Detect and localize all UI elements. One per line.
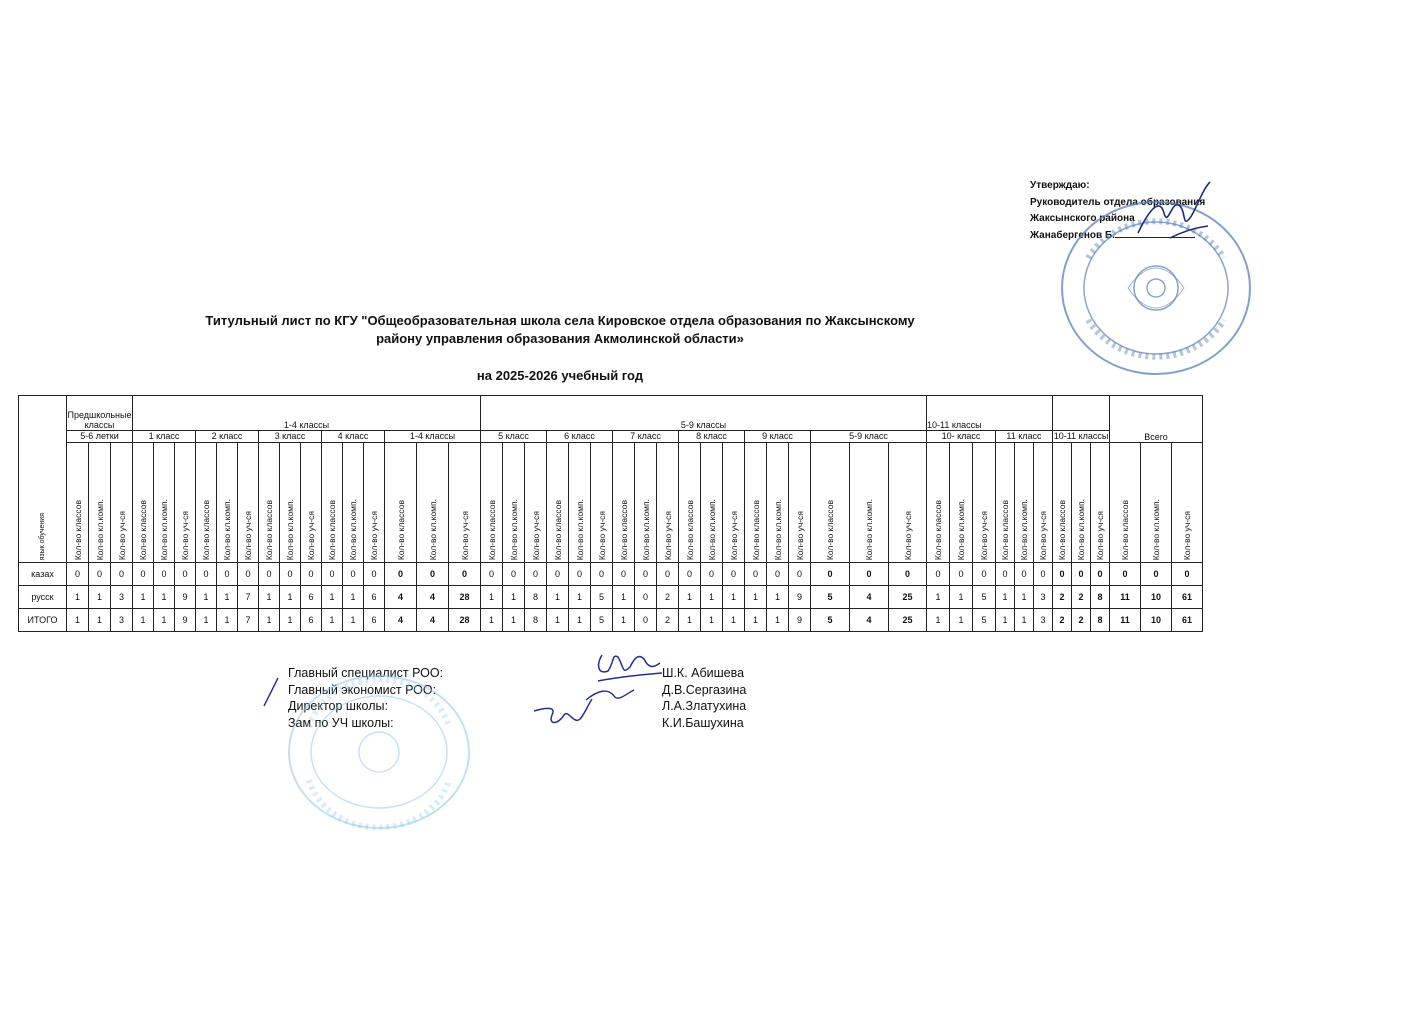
column-label-comp xyxy=(89,442,111,562)
column-label-comp xyxy=(767,442,789,562)
table-cell: 1 xyxy=(154,609,175,632)
column-label-comp xyxy=(569,442,591,562)
column-label-comp xyxy=(217,442,238,562)
name-sergazina: Д.В.Сергазина xyxy=(662,682,747,697)
table-cell: 4 xyxy=(850,586,889,609)
table-cell: 0 xyxy=(1034,563,1053,586)
column-label-text: Кол-во кл.комп. xyxy=(1151,498,1161,560)
column-label-text: Кол-во уч-ся xyxy=(530,510,541,560)
column-label-classes xyxy=(1110,442,1141,562)
sub-header-grade-3: 3 класс xyxy=(259,431,322,442)
position-chief-economist: Главный экономист РОО: xyxy=(288,682,437,697)
table-cell: 0 xyxy=(1091,563,1110,586)
column-label-classes xyxy=(927,442,950,562)
sub-header-grade-10: 10- класс xyxy=(927,431,996,442)
table-cell: 1 xyxy=(481,609,503,632)
column-label-text: Кол-во кл.комп. xyxy=(956,498,966,560)
table-cell: 2 xyxy=(657,609,679,632)
column-label-comp xyxy=(280,442,301,562)
table-cell: 1 xyxy=(569,586,591,609)
table-cell: 1 xyxy=(259,586,280,609)
table-cell: 6 xyxy=(301,586,322,609)
column-label-text: Кол-во кл.комп. xyxy=(1019,498,1029,560)
column-label-students xyxy=(238,442,259,562)
column-label-students xyxy=(1172,442,1203,562)
table-cell: 1 xyxy=(67,609,89,632)
column-label-text: Кол-во уч-ся xyxy=(979,510,989,560)
class-statistics-table xyxy=(18,395,1203,632)
name-bashukhina: К.И.Башухина xyxy=(662,715,744,730)
column-label-text: Кол-во уч-ся xyxy=(1038,510,1048,560)
table-cell: 1 xyxy=(569,609,591,632)
table-cell: 0 xyxy=(111,563,133,586)
column-label-comp xyxy=(635,442,657,562)
column-label-students xyxy=(175,442,196,562)
grades-1-4-group-header: 1-4 классы xyxy=(133,396,481,431)
table-cell: 1 xyxy=(996,609,1015,632)
sub-header-grade-2: 2 класс xyxy=(196,431,259,442)
total-group-header: Всего xyxy=(1110,396,1203,443)
table-cell: 1 xyxy=(996,586,1015,609)
column-label-text: Кол-во кл.комп. xyxy=(706,498,717,560)
table-cell: 0 xyxy=(889,563,927,586)
sub-header-grade-9: 9 класс xyxy=(745,431,811,442)
column-label-students xyxy=(657,442,679,562)
table-cell: 8 xyxy=(1091,609,1110,632)
column-label-students xyxy=(1091,442,1110,562)
sub-header-grade-1: 1 класс xyxy=(133,431,196,442)
column-label-comp xyxy=(1141,442,1172,562)
column-label-text: Кол-во уч-ся xyxy=(243,510,253,560)
grades-10-11-group-header: 10-11 классы xyxy=(927,396,1053,431)
sub-header-grade-5: 5 класс xyxy=(481,431,547,442)
table-cell: 0 xyxy=(1172,563,1203,586)
approval-line-1: Утверждаю: xyxy=(1030,180,1090,191)
table-cell: 0 xyxy=(850,563,889,586)
table-cell: 0 xyxy=(973,563,996,586)
signature-deputy-director xyxy=(528,695,598,740)
table-cell: 1 xyxy=(322,586,343,609)
approval-line-3: Жаксынского района xyxy=(1030,213,1135,224)
table-cell: 1 xyxy=(767,609,789,632)
table-cell: 1 xyxy=(767,586,789,609)
table-cell: 1 xyxy=(950,609,973,632)
table-cell: 1 xyxy=(154,586,175,609)
column-label-text: Кол-во классов xyxy=(1120,499,1130,560)
table-cell: 0 xyxy=(635,563,657,586)
row-language-label: казах xyxy=(19,563,67,586)
table-cell: 0 xyxy=(635,609,657,632)
column-label-classes xyxy=(481,442,503,562)
table-cell: 1 xyxy=(613,586,635,609)
table-cell: 11 xyxy=(1110,609,1141,632)
column-label-text: Кол-во классов xyxy=(933,499,943,560)
column-label-students xyxy=(111,442,133,562)
column-label-text: Кол-во уч-ся xyxy=(369,510,379,560)
table-cell: 1 xyxy=(745,609,767,632)
row-language-label: ИТОГО xyxy=(19,609,67,632)
column-label-text: Кол-во уч-ся xyxy=(459,510,470,560)
table-cell: 2 xyxy=(1053,609,1072,632)
table-cell: 0 xyxy=(789,563,811,586)
sub-header-grades-10-11: 10-11 классы xyxy=(1053,431,1109,442)
title-line-2: району управления образования Акмолинской области» xyxy=(376,331,744,346)
table-cell: 0 xyxy=(1110,563,1141,586)
table-cell: 4 xyxy=(385,609,417,632)
column-label-comp xyxy=(417,442,449,562)
approver-signature xyxy=(1130,178,1220,253)
table-cell: 6 xyxy=(364,586,385,609)
table-cell: 1 xyxy=(1015,609,1034,632)
title-line-1: Титульный лист по КГУ "Общеобразовательная школа села Кировское отдела образования по Жаксынскому xyxy=(205,313,915,328)
column-label-text: Кол-во кл.комп. xyxy=(508,498,519,560)
column-label-comp xyxy=(850,442,889,562)
sub-header-grade-6: 6 класс xyxy=(547,431,613,442)
table-cell: 0 xyxy=(259,563,280,586)
table-cell: 1 xyxy=(89,586,111,609)
table-cell: 0 xyxy=(1053,563,1072,586)
column-label-comp xyxy=(1015,442,1034,562)
table-cell: 1 xyxy=(217,586,238,609)
table-cell: 0 xyxy=(569,563,591,586)
column-label-text: Кол-во уч-ся xyxy=(596,510,607,560)
table-cell: 10 xyxy=(1141,609,1172,632)
table-cell: 0 xyxy=(503,563,525,586)
table-cell: 9 xyxy=(175,586,196,609)
table-cell: 0 xyxy=(657,563,679,586)
table-cell: 1 xyxy=(259,609,280,632)
column-label-students xyxy=(789,442,811,562)
table-cell: 9 xyxy=(175,609,196,632)
sub-header-grades-1-4: 1-4 классы xyxy=(385,431,481,442)
column-label-text: Кол-во классов xyxy=(395,499,406,560)
table-cell: 6 xyxy=(301,609,322,632)
table-cell: 5 xyxy=(973,586,996,609)
column-label-text: Кол-во уч-ся xyxy=(902,510,913,560)
table-row xyxy=(19,586,1203,609)
academic-year: на 2025-2026 учебный год xyxy=(476,368,644,383)
column-label-classes xyxy=(679,442,701,562)
table-cell: 9 xyxy=(789,609,811,632)
preschool-group-header: Предшкольные классы xyxy=(67,396,133,431)
table-cell: 0 xyxy=(1015,563,1034,586)
position-school-director: Директор школы: xyxy=(288,699,388,714)
table-cell: 11 xyxy=(1110,586,1141,609)
table-cell: 0 xyxy=(950,563,973,586)
column-label-text: Кол-во классов xyxy=(552,499,563,560)
sub-header-grade-7: 7 класс xyxy=(613,431,679,442)
table-cell: 3 xyxy=(1034,609,1053,632)
table-cell: 1 xyxy=(133,609,154,632)
sub-header-grade-11: 11 класс xyxy=(996,431,1053,442)
column-label-text: Кол-во классов xyxy=(72,499,83,560)
table-cell: 0 xyxy=(591,563,613,586)
table-cell: 1 xyxy=(723,609,745,632)
column-label-row xyxy=(19,442,1203,562)
column-label-classes xyxy=(547,442,569,562)
table-cell: 9 xyxy=(789,586,811,609)
table-cell: 6 xyxy=(364,609,385,632)
table-cell: 1 xyxy=(927,609,950,632)
column-label-text: Кол-во классов xyxy=(1057,499,1067,560)
table-cell: 1 xyxy=(133,586,154,609)
table-cell: 1 xyxy=(67,586,89,609)
table-cell: 2 xyxy=(1072,586,1091,609)
column-label-classes xyxy=(811,442,850,562)
column-label-students xyxy=(449,442,481,562)
table-cell: 1 xyxy=(217,609,238,632)
column-label-text: Кол-во кл.комп. xyxy=(159,498,169,560)
column-label-students xyxy=(723,442,745,562)
column-label-classes xyxy=(745,442,767,562)
column-label-text: Кол-во классов xyxy=(750,499,761,560)
column-label-comp xyxy=(343,442,364,562)
table-cell: 0 xyxy=(238,563,259,586)
table-cell: 3 xyxy=(111,609,133,632)
sub-header-5-6: 5-6 летки xyxy=(67,431,133,442)
table-cell: 2 xyxy=(1072,609,1091,632)
table-cell: 0 xyxy=(67,563,89,586)
column-label-classes xyxy=(259,442,280,562)
table-cell: 5 xyxy=(591,609,613,632)
signer-names xyxy=(662,665,746,731)
table-cell: 5 xyxy=(811,586,850,609)
column-label-students xyxy=(301,442,322,562)
column-label-text: Кол-во кл.комп. xyxy=(864,498,874,560)
column-label-classes xyxy=(613,442,635,562)
table-cell: 1 xyxy=(927,586,950,609)
table-cell: 1 xyxy=(196,609,217,632)
table-cell: 61 xyxy=(1172,609,1203,632)
table-row xyxy=(19,563,1203,586)
table-cell: 1 xyxy=(343,609,364,632)
column-label-classes xyxy=(996,442,1015,562)
table-cell: 0 xyxy=(154,563,175,586)
column-label-students xyxy=(1034,442,1053,562)
table-cell: 0 xyxy=(547,563,569,586)
table-cell: 1 xyxy=(950,586,973,609)
column-label-classes xyxy=(133,442,154,562)
table-cell: 0 xyxy=(175,563,196,586)
column-label-text: Кол-во кл.комп. xyxy=(640,498,651,560)
table-cell: 1 xyxy=(723,586,745,609)
table-cell: 0 xyxy=(996,563,1015,586)
column-label-text: Кол-во уч-ся xyxy=(180,510,190,560)
table-cell: 2 xyxy=(1053,586,1072,609)
table-cell: 1 xyxy=(1015,586,1034,609)
table-cell: 1 xyxy=(701,586,723,609)
approver-name: Жанабергенов Б. xyxy=(1030,229,1115,241)
column-label-classes xyxy=(1053,442,1072,562)
column-label-text: Кол-во уч-ся xyxy=(794,510,805,560)
column-label-classes xyxy=(196,442,217,562)
column-label-text: Кол-во кл.комп. xyxy=(574,498,585,560)
table-cell: 0 xyxy=(811,563,850,586)
table-cell: 8 xyxy=(1091,586,1110,609)
table-cell: 28 xyxy=(449,586,481,609)
column-label-text: Кол-во классов xyxy=(138,499,148,560)
column-label-students xyxy=(889,442,927,562)
table-cell: 0 xyxy=(701,563,723,586)
table-cell: 0 xyxy=(525,563,547,586)
column-label-comp xyxy=(503,442,525,562)
row-language-label: русск xyxy=(19,586,67,609)
table-cell: 4 xyxy=(850,609,889,632)
table-cell: 1 xyxy=(280,586,301,609)
column-label-classes xyxy=(322,442,343,562)
column-label-students xyxy=(525,442,547,562)
table-cell: 0 xyxy=(385,563,417,586)
table-cell: 25 xyxy=(889,609,927,632)
table-cell: 1 xyxy=(280,609,301,632)
column-label-text: Кол-во кл.комп. xyxy=(1076,498,1086,560)
table-cell: 0 xyxy=(745,563,767,586)
table-cell: 0 xyxy=(613,563,635,586)
school-seal-stamp xyxy=(284,672,474,832)
table-cell: 10 xyxy=(1141,586,1172,609)
table-cell: 0 xyxy=(635,586,657,609)
table-cell: 0 xyxy=(417,563,449,586)
column-label-comp xyxy=(154,442,175,562)
column-label-text: Кол-во классов xyxy=(486,499,497,560)
table-cell: 8 xyxy=(525,586,547,609)
column-label-text: Кол-во кл.комп. xyxy=(427,498,438,560)
table-cell: 0 xyxy=(767,563,789,586)
position-deputy-director: Зам по УЧ школы: xyxy=(288,715,394,730)
column-label-text: Кол-во кл.комп. xyxy=(94,498,105,560)
table-cell: 1 xyxy=(322,609,343,632)
table-cell: 0 xyxy=(89,563,111,586)
table-cell: 0 xyxy=(927,563,950,586)
table-cell: 3 xyxy=(1034,586,1053,609)
column-label-text: Кол-во кл.комп. xyxy=(222,498,232,560)
column-label-comp xyxy=(701,442,723,562)
table-cell: 0 xyxy=(196,563,217,586)
sub-header-grade-8: 8 класс xyxy=(679,431,745,442)
table-cell: 1 xyxy=(679,586,701,609)
table-cell: 5 xyxy=(811,609,850,632)
column-label-text: Кол-во уч-ся xyxy=(1182,510,1192,560)
column-label-classes xyxy=(385,442,417,562)
table-cell: 1 xyxy=(503,609,525,632)
table-cell: 1 xyxy=(745,586,767,609)
column-label-text: Кол-во классов xyxy=(264,499,274,560)
name-zlatukhina: Л.А.Златухина xyxy=(662,699,747,714)
signature-mark-left xyxy=(258,674,282,710)
table-cell: 0 xyxy=(679,563,701,586)
table-cell: 3 xyxy=(111,586,133,609)
table-cell: 25 xyxy=(889,586,927,609)
column-label-comp xyxy=(1072,442,1091,562)
table-cell: 8 xyxy=(525,609,547,632)
language-header-cell xyxy=(19,396,67,563)
table-cell: 0 xyxy=(723,563,745,586)
table-cell: 4 xyxy=(417,586,449,609)
sub-header-grades-5-9: 5-9 класс xyxy=(811,431,927,442)
table-row xyxy=(19,609,1203,632)
column-label-text: Кол-во уч-ся xyxy=(728,510,739,560)
column-label-students xyxy=(364,442,385,562)
column-label-text: Кол-во кл.комп. xyxy=(285,498,295,560)
language-header: язык обучения xyxy=(38,512,46,560)
table-cell: 2 xyxy=(657,586,679,609)
table-cell: 5 xyxy=(591,586,613,609)
table-cell: 1 xyxy=(503,586,525,609)
column-label-text: Кол-во классов xyxy=(201,499,211,560)
table-cell: 0 xyxy=(133,563,154,586)
table-cell: 0 xyxy=(481,563,503,586)
column-label-text: Кол-во классов xyxy=(1000,499,1010,560)
empty-header-cell xyxy=(1053,396,1110,431)
column-label-students xyxy=(973,442,996,562)
column-label-classes xyxy=(67,442,89,562)
table-cell: 1 xyxy=(679,609,701,632)
table-cell: 1 xyxy=(547,586,569,609)
approval-line-2: Руководитель отдела образования xyxy=(1030,196,1206,208)
table-cell: 1 xyxy=(89,609,111,632)
table-cell: 0 xyxy=(1141,563,1172,586)
table-cell: 1 xyxy=(481,586,503,609)
table-cell: 0 xyxy=(217,563,238,586)
table-cell: 0 xyxy=(1072,563,1091,586)
table-cell: 7 xyxy=(238,586,259,609)
column-label-comp xyxy=(950,442,973,562)
position-chief-specialist: Главный специалист РОО: xyxy=(288,666,444,680)
grades-5-9-group-header: 5-9 классы xyxy=(481,396,927,431)
table-cell: 61 xyxy=(1172,586,1203,609)
name-abisheva: Ш.К. Абишева xyxy=(662,666,745,680)
table-cell: 0 xyxy=(343,563,364,586)
column-label-text: Кол-во классов xyxy=(684,499,695,560)
column-label-text: Кол-во классов xyxy=(618,499,629,560)
table-cell: 4 xyxy=(385,586,417,609)
table-cell: 1 xyxy=(613,609,635,632)
table-cell: 1 xyxy=(196,586,217,609)
column-label-text: Кол-во уч-ся xyxy=(306,510,316,560)
table-cell: 5 xyxy=(973,609,996,632)
column-label-text: Кол-во классов xyxy=(825,499,835,560)
table-cell: 0 xyxy=(280,563,301,586)
table-cell: 0 xyxy=(364,563,385,586)
table-cell: 4 xyxy=(417,609,449,632)
column-label-text: Кол-во уч-ся xyxy=(662,510,673,560)
table-cell: 28 xyxy=(449,609,481,632)
table-cell: 0 xyxy=(301,563,322,586)
column-label-text: Кол-во классов xyxy=(327,499,337,560)
table-cell: 0 xyxy=(449,563,481,586)
column-label-text: Кол-во уч-ся xyxy=(116,510,127,560)
table-cell: 1 xyxy=(343,586,364,609)
column-label-students xyxy=(591,442,613,562)
column-label-text: Кол-во кл.комп. xyxy=(348,498,358,560)
column-label-text: Кол-во уч-ся xyxy=(1095,510,1105,560)
column-label-text: Кол-во кл.комп. xyxy=(772,498,783,560)
table-cell: 1 xyxy=(547,609,569,632)
table-cell: 0 xyxy=(322,563,343,586)
sub-header-grade-4: 4 класс xyxy=(322,431,385,442)
table-cell: 7 xyxy=(238,609,259,632)
table-cell: 1 xyxy=(701,609,723,632)
document-title xyxy=(160,312,960,348)
